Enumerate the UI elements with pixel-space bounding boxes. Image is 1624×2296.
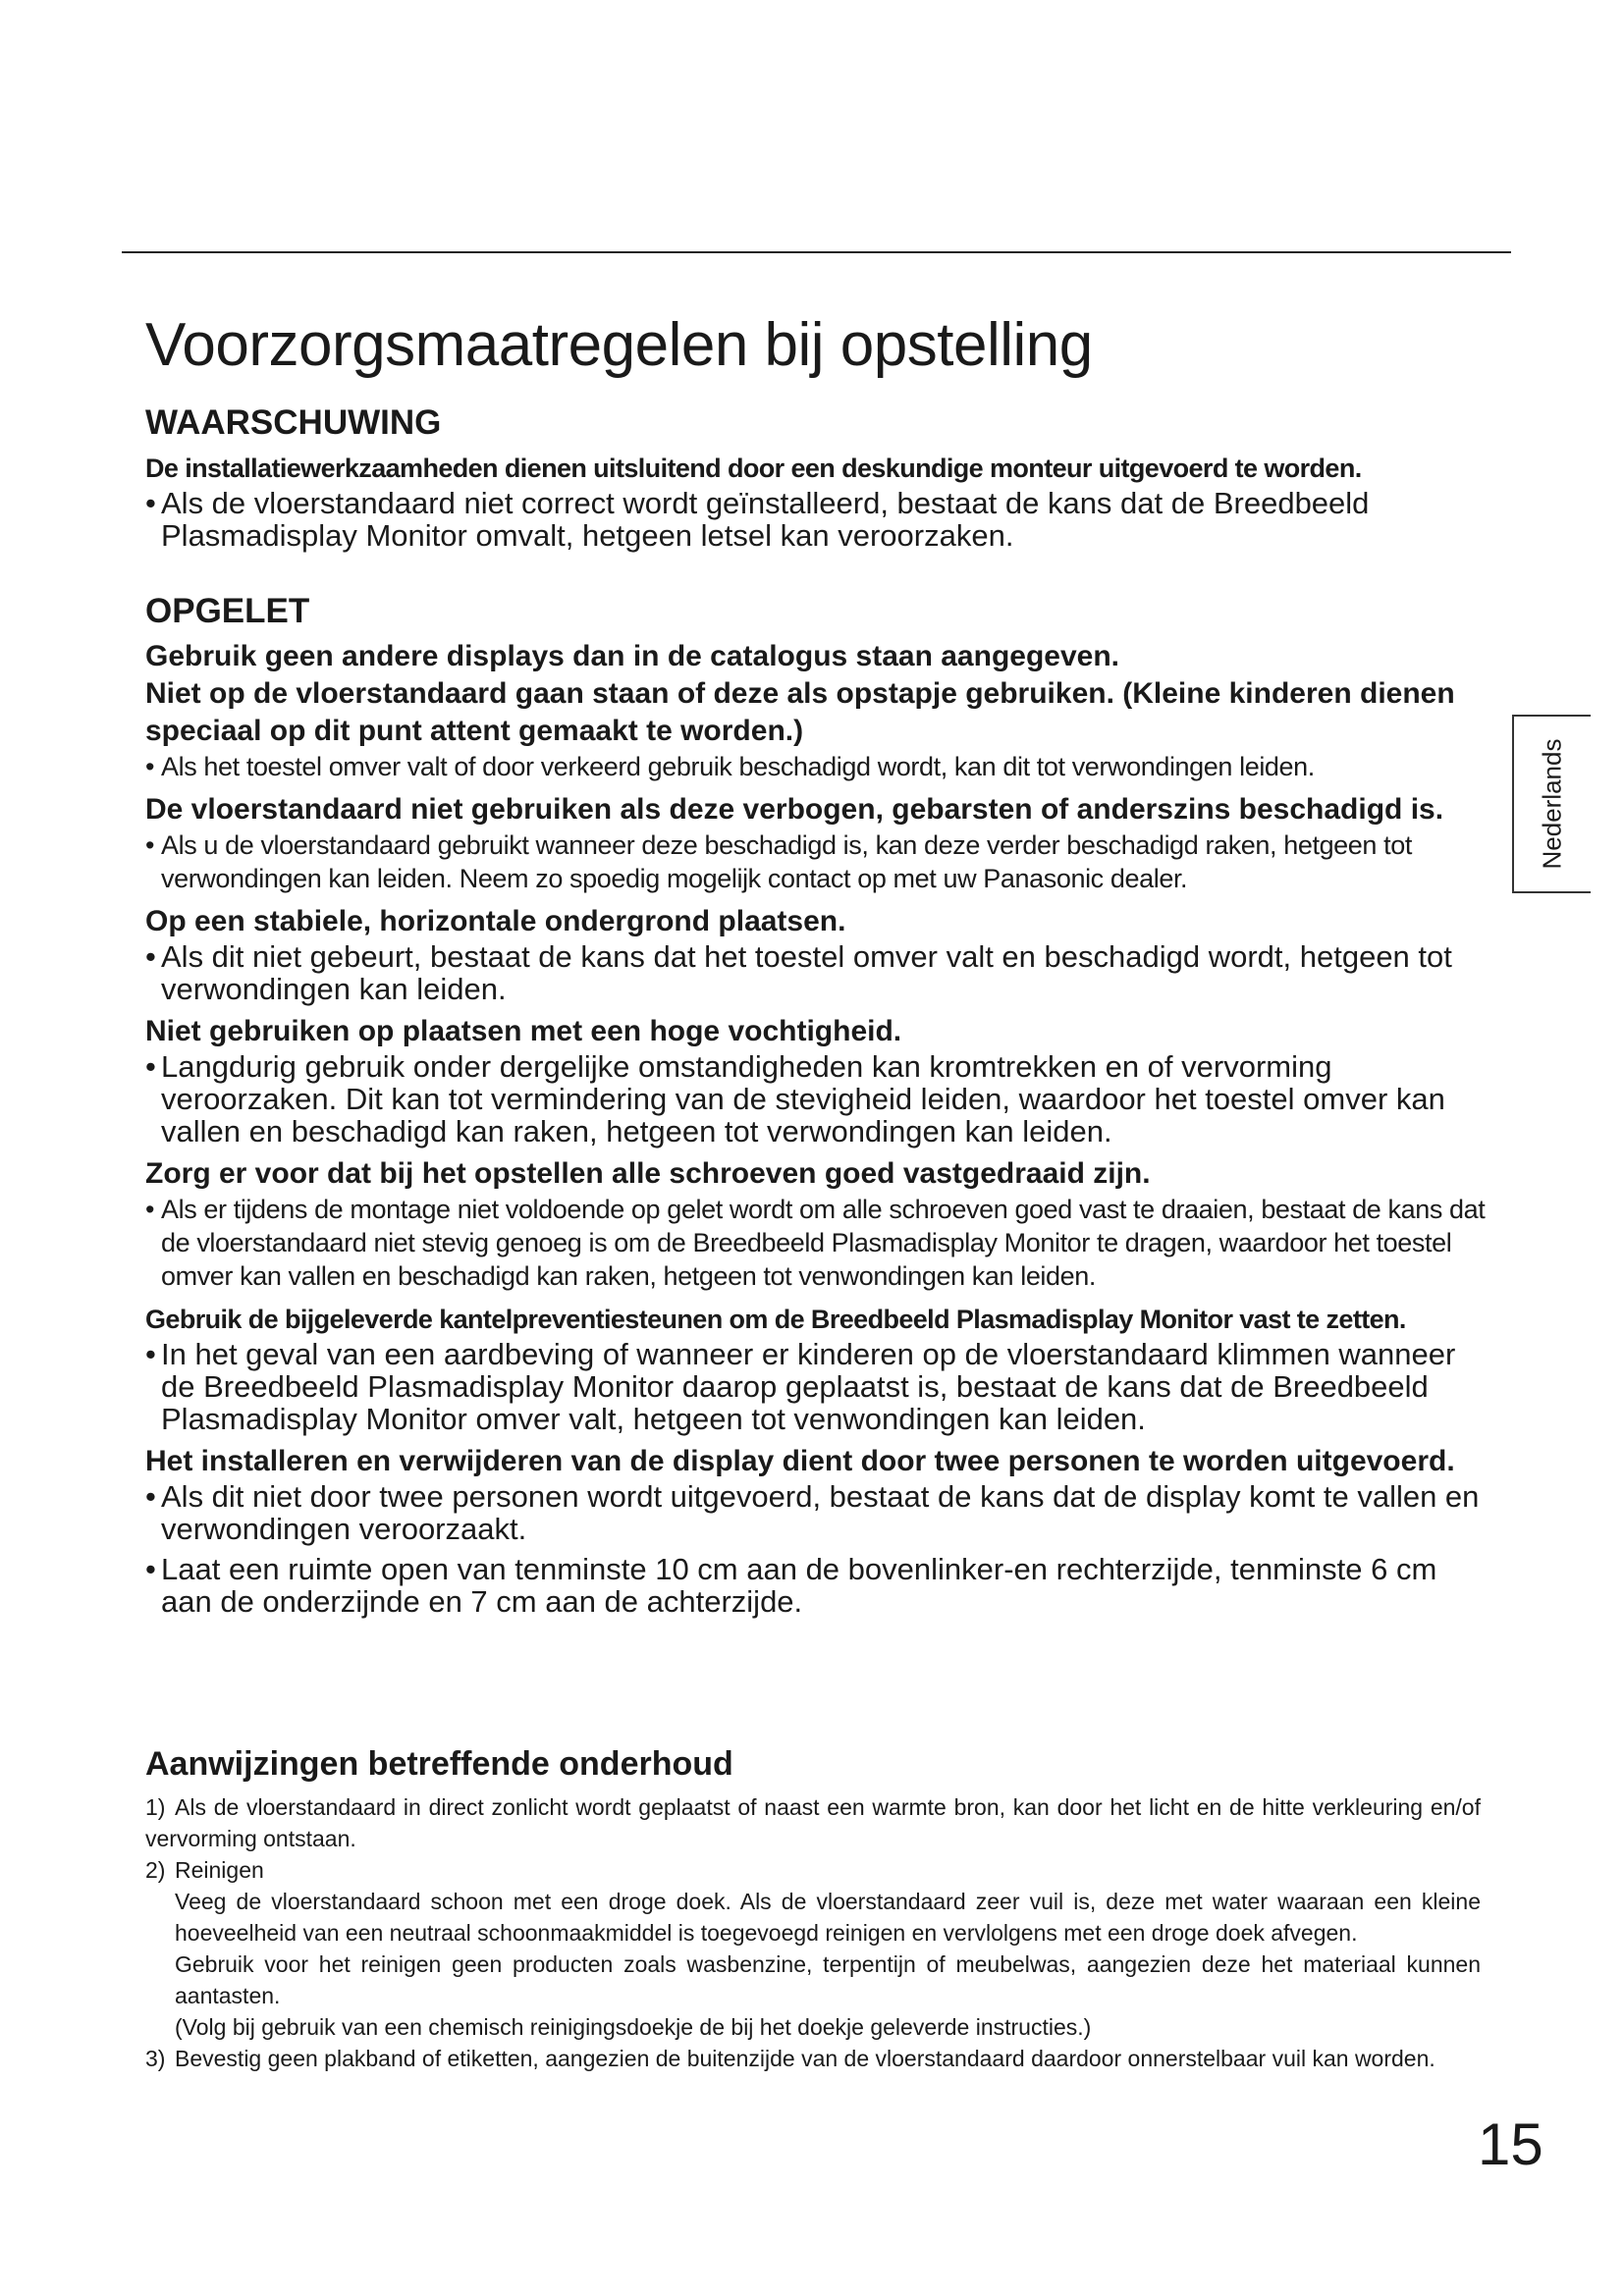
maintenance-item-2-title: Reinigen [175,1857,264,1883]
caution-bullet-6: • Als er tijdens de montage niet voldoende op gelet wordt om alle schroeven goed vast te draaien, bestaat de kans dat de vloerstandaard niet stevig genoeg is om de Breedbeeld Plasmadisplay Monitor te dragen, waardoor het toestel omver kan vallen en beschadigd kan raken, hetgeen tot venwondingen kan leiden. [145,1193,1490,1293]
warning-bullet: • Als de vloerstandaard niet correct wordt geïnstalleerd, bestaat de kans dat de Breedbeeld Plasmadisplay Monitor omvalt, hetgeen letsel kan veroorzaken. [145,487,1490,552]
caution-bullet-7: • In het geval van een aardbeving of wanneer er kinderen op de vloerstandaard klimmen wanneer de Breedbeeld Plasmadisplay Monitor daarop geplaatst is, bestaat de kans dat de Breedbeeld Plasmadisplay Monitor omver valt, hetgeen tot venwondingen kan leiden. [145,1338,1490,1435]
maintenance-item-2-paragraph-1: Veeg de vloerstandaard schoon met een droge doek. Als de vloerstandaard zeer vuil is, deze met water waaraan een kleine hoeveelheid van een neutraal schoonmaakmiddel is toegevoegd reinigen en vervlolgens met een droge doek afvegen. [175,1889,1481,1946]
maintenance-section [145,1745,1481,2074]
maintenance-item-1-number: 1) [145,1794,166,1820]
maintenance-item-2-number: 2) [145,1857,166,1883]
caution-bullet-2: • Als het toestel omver valt of door verkeerd gebruik beschadigd wordt, kan dit tot verwondingen leiden. [145,750,1490,783]
caution-bullet-4: • Als dit niet gebeurt, bestaat de kans dat het toestel omver valt en beschadigd wordt, hetgeen tot verwondingen kan leiden. [145,940,1490,1005]
warning-heading: WAARSCHUWING [145,403,442,443]
maintenance-item-2-paragraph-3: (Volg bij gebruik van een chemisch reinigingsdoekje de bij het doekje geleverde instructies.) [175,2014,1092,2040]
page-title: Voorzorgsmaatregelen bij opstelling [145,311,1093,379]
caution-heading: OPGELET [145,592,310,631]
language-tab [1512,715,1591,893]
maintenance-item-3 [145,2043,1481,2074]
caution-rule-5: Niet gebruiken op plaatsen met een hoge vochtigheid. [145,1015,902,1048]
maintenance-item-3-number: 3) [145,2046,166,2071]
caution-rule-6: Zorg er voor dat bij het opstellen alle schroeven goed vastgedraaid zijn. [145,1157,1151,1191]
caution-bullet-8b: • Laat een ruimte open van tenminste 10 cm aan de bovenlinker-en rechterzijde, tenminste 6 cm aan de onderzijnde en 7 cm aan de achterzijde. [145,1553,1490,1618]
caution-rule-3: De vloerstandaard niet gebruiken als deze verbogen, gebarsten of anderszins beschadigd is. [145,793,1444,827]
main-content [145,312,1490,1626]
maintenance-item-1-text: Als de vloerstandaard in direct zonlicht wordt geplaatst of naast een warmte bron, kan door het licht en de hitte verkleuring en/of vervorming ontstaan. [145,1794,1481,1851]
maintenance-item-3-text: Bevestig geen plakband of etiketten, aangezien de buitenzijde van de vloerstandaard daardoor onnerstelbaar vuil kan worden. [175,2046,1435,2071]
caution-rule-7: Gebruik de bijgeleverde kantelpreventiesteunen om de Breedbeeld Plasmadisplay Monitor vast te zetten. [145,1305,1406,1335]
caution-bullet-8a: • Als dit niet door twee personen wordt uitgevoerd, bestaat de kans dat de display komt te vallen en verwondingen veroorzaakt. [145,1480,1490,1545]
maintenance-item-2 [145,1854,1481,1886]
caution-rule-4: Op een stabiele, horizontale ondergrond plaatsen. [145,905,846,938]
language-tab-label: Nederlands [1537,738,1567,870]
maintenance-item-1 [145,1791,1481,1854]
warning-rule: De installatiewerkzaamheden dienen uitsluitend door een deskundige monteur uitgevoerd te worden. [145,454,1362,484]
page-number: 15 [1478,2111,1543,2177]
caution-bullet-3: • Als u de vloerstandaard gebruikt wanneer deze beschadigd is, kan deze verder beschadigd raken, hetgeen tot verwondingen kan leiden. Neem zo spoedig mogelijk contact op met uw Panasonic dealer. [145,828,1490,895]
caution-rule-8: Het installeren en verwijderen van de display dient door twee personen te worden uitgevoerd. [145,1445,1455,1478]
top-rule [122,251,1511,253]
caution-bullet-5: • Langdurig gebruik onder dergelijke omstandigheden kan kromtrekken en of vervorming veroorzaken. Dit kan tot vermindering van de stevigheid leiden, waardoor het toestel omver kan vallen en beschadigd kan raken, hetgeen tot verwondingen kan leiden. [145,1050,1490,1148]
caution-rule-1: Gebruik geen andere displays dan in de catalogus staan aangegeven. [145,640,1119,673]
maintenance-heading: Aanwijzingen betreffende onderhoud [145,1745,733,1783]
maintenance-item-2-paragraph-2: Gebruik voor het reinigen geen producten zoals wasbenzine, terpentijn of meubelwas, aangezien deze het materiaal kunnen aantasten. [175,1951,1481,2008]
caution-rule-2: Niet op de vloerstandaard gaan staan of deze als opstapje gebruiken. (Kleine kinderen dienen speciaal op dit punt attent gemaakt te worden.) [145,677,1455,748]
